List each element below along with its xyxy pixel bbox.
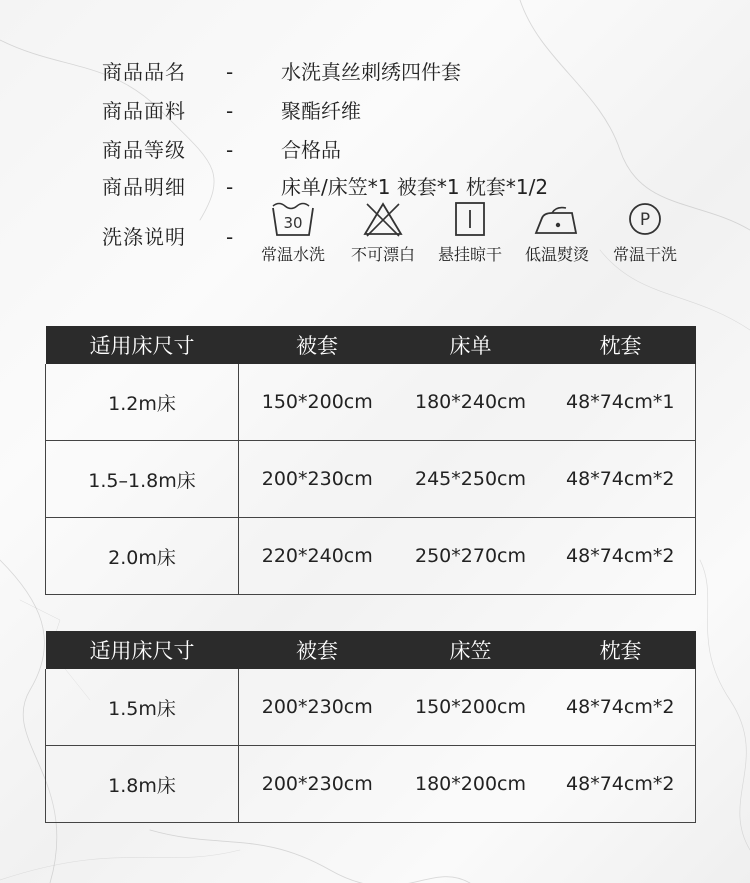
spec-value: 水洗真丝刺绣四件套 [281,60,461,84]
table-row [46,518,696,595]
cell-duvet-cover: 220*240cm [239,518,396,595]
header-pillowcase: 枕套 [546,631,696,669]
spec-label: 商品品名 [102,60,186,84]
cell-duvet-cover: 150*200cm [239,364,396,441]
header-duvet-cover: 被套 [239,326,396,364]
cell-flat-sheet: 250*270cm [396,518,546,595]
cell-bed-size: 1.8m床 [46,746,239,823]
cell-bed-size: 1.5–1.8m床 [46,441,239,518]
cell-flat-sheet: 180*240cm [396,364,546,441]
header-pillowcase: 枕套 [546,326,696,364]
spec-dash: - [226,60,234,84]
header-bed-size: 适用床尺寸 [46,326,239,364]
spec-value: 床单/床笠*1 被套*1 枕套*1/2 [281,175,549,199]
cell-pillowcase: 48*74cm*2 [546,746,696,823]
spec-value: 合格品 [281,138,341,162]
spec-row-fabric [0,94,750,128]
spec-row-grade [0,133,750,167]
care-label: 洗涤说明 [102,225,186,249]
spec-dash: - [226,99,234,123]
wash-30-icon [269,200,317,238]
table-header-row [46,326,696,364]
spec-label: 商品面料 [102,99,186,123]
care-item-hang [420,200,520,265]
cell-bed-size: 1.2m床 [46,364,239,441]
table-row [46,441,696,518]
dry-clean-p-icon [625,200,665,238]
table-header-row [46,631,696,669]
cell-bed-size: 1.5m床 [46,669,239,746]
table-row [46,746,696,823]
care-item-bleach [333,200,433,265]
cell-pillowcase: 48*74cm*2 [546,669,696,746]
wash-temperature: 30 [283,214,303,232]
header-flat-sheet: 床单 [396,326,546,364]
table-row [46,669,696,746]
spec-value: 聚酯纤维 [281,99,361,123]
cell-bed-size: 2.0m床 [46,518,239,595]
care-item-wash [243,200,343,265]
cell-duvet-cover: 200*230cm [239,669,396,746]
care-item-label: 常温干洗 [612,245,677,264]
hang-dry-icon [450,200,490,238]
cell-duvet-cover: 200*230cm [239,441,396,518]
cell-fitted-sheet: 180*200cm [396,746,546,823]
cell-fitted-sheet: 150*200cm [396,669,546,746]
care-item-label: 常温水洗 [260,245,325,264]
spec-label: 商品等级 [102,138,186,162]
spec-dash: - [226,138,234,162]
header-duvet-cover: 被套 [239,631,396,669]
size-table-fitted [45,631,696,823]
cell-pillowcase: 48*74cm*2 [546,441,696,518]
spec-dash: - [226,225,234,249]
care-item-label: 不可漂白 [350,245,415,264]
spec-label: 商品明细 [102,175,186,199]
cell-pillowcase: 48*74cm*1 [546,364,696,441]
low-iron-icon [532,200,582,238]
cell-pillowcase: 48*74cm*2 [546,518,696,595]
size-table-sheet [45,326,696,595]
care-item-label: 悬挂晾干 [437,245,502,264]
no-bleach-icon [361,200,405,238]
spec-row-details [0,170,750,204]
care-item-iron [507,200,607,265]
table-row [46,364,696,441]
care-item-label: 低温熨烫 [524,245,589,264]
dry-clean-letter: P [639,210,651,230]
spec-dash: - [226,175,234,199]
cell-duvet-cover: 200*230cm [239,746,396,823]
spec-row-name [0,55,750,89]
care-item-dryclean [595,200,695,265]
header-fitted-sheet: 床笠 [396,631,546,669]
header-bed-size: 适用床尺寸 [46,631,239,669]
cell-flat-sheet: 245*250cm [396,441,546,518]
